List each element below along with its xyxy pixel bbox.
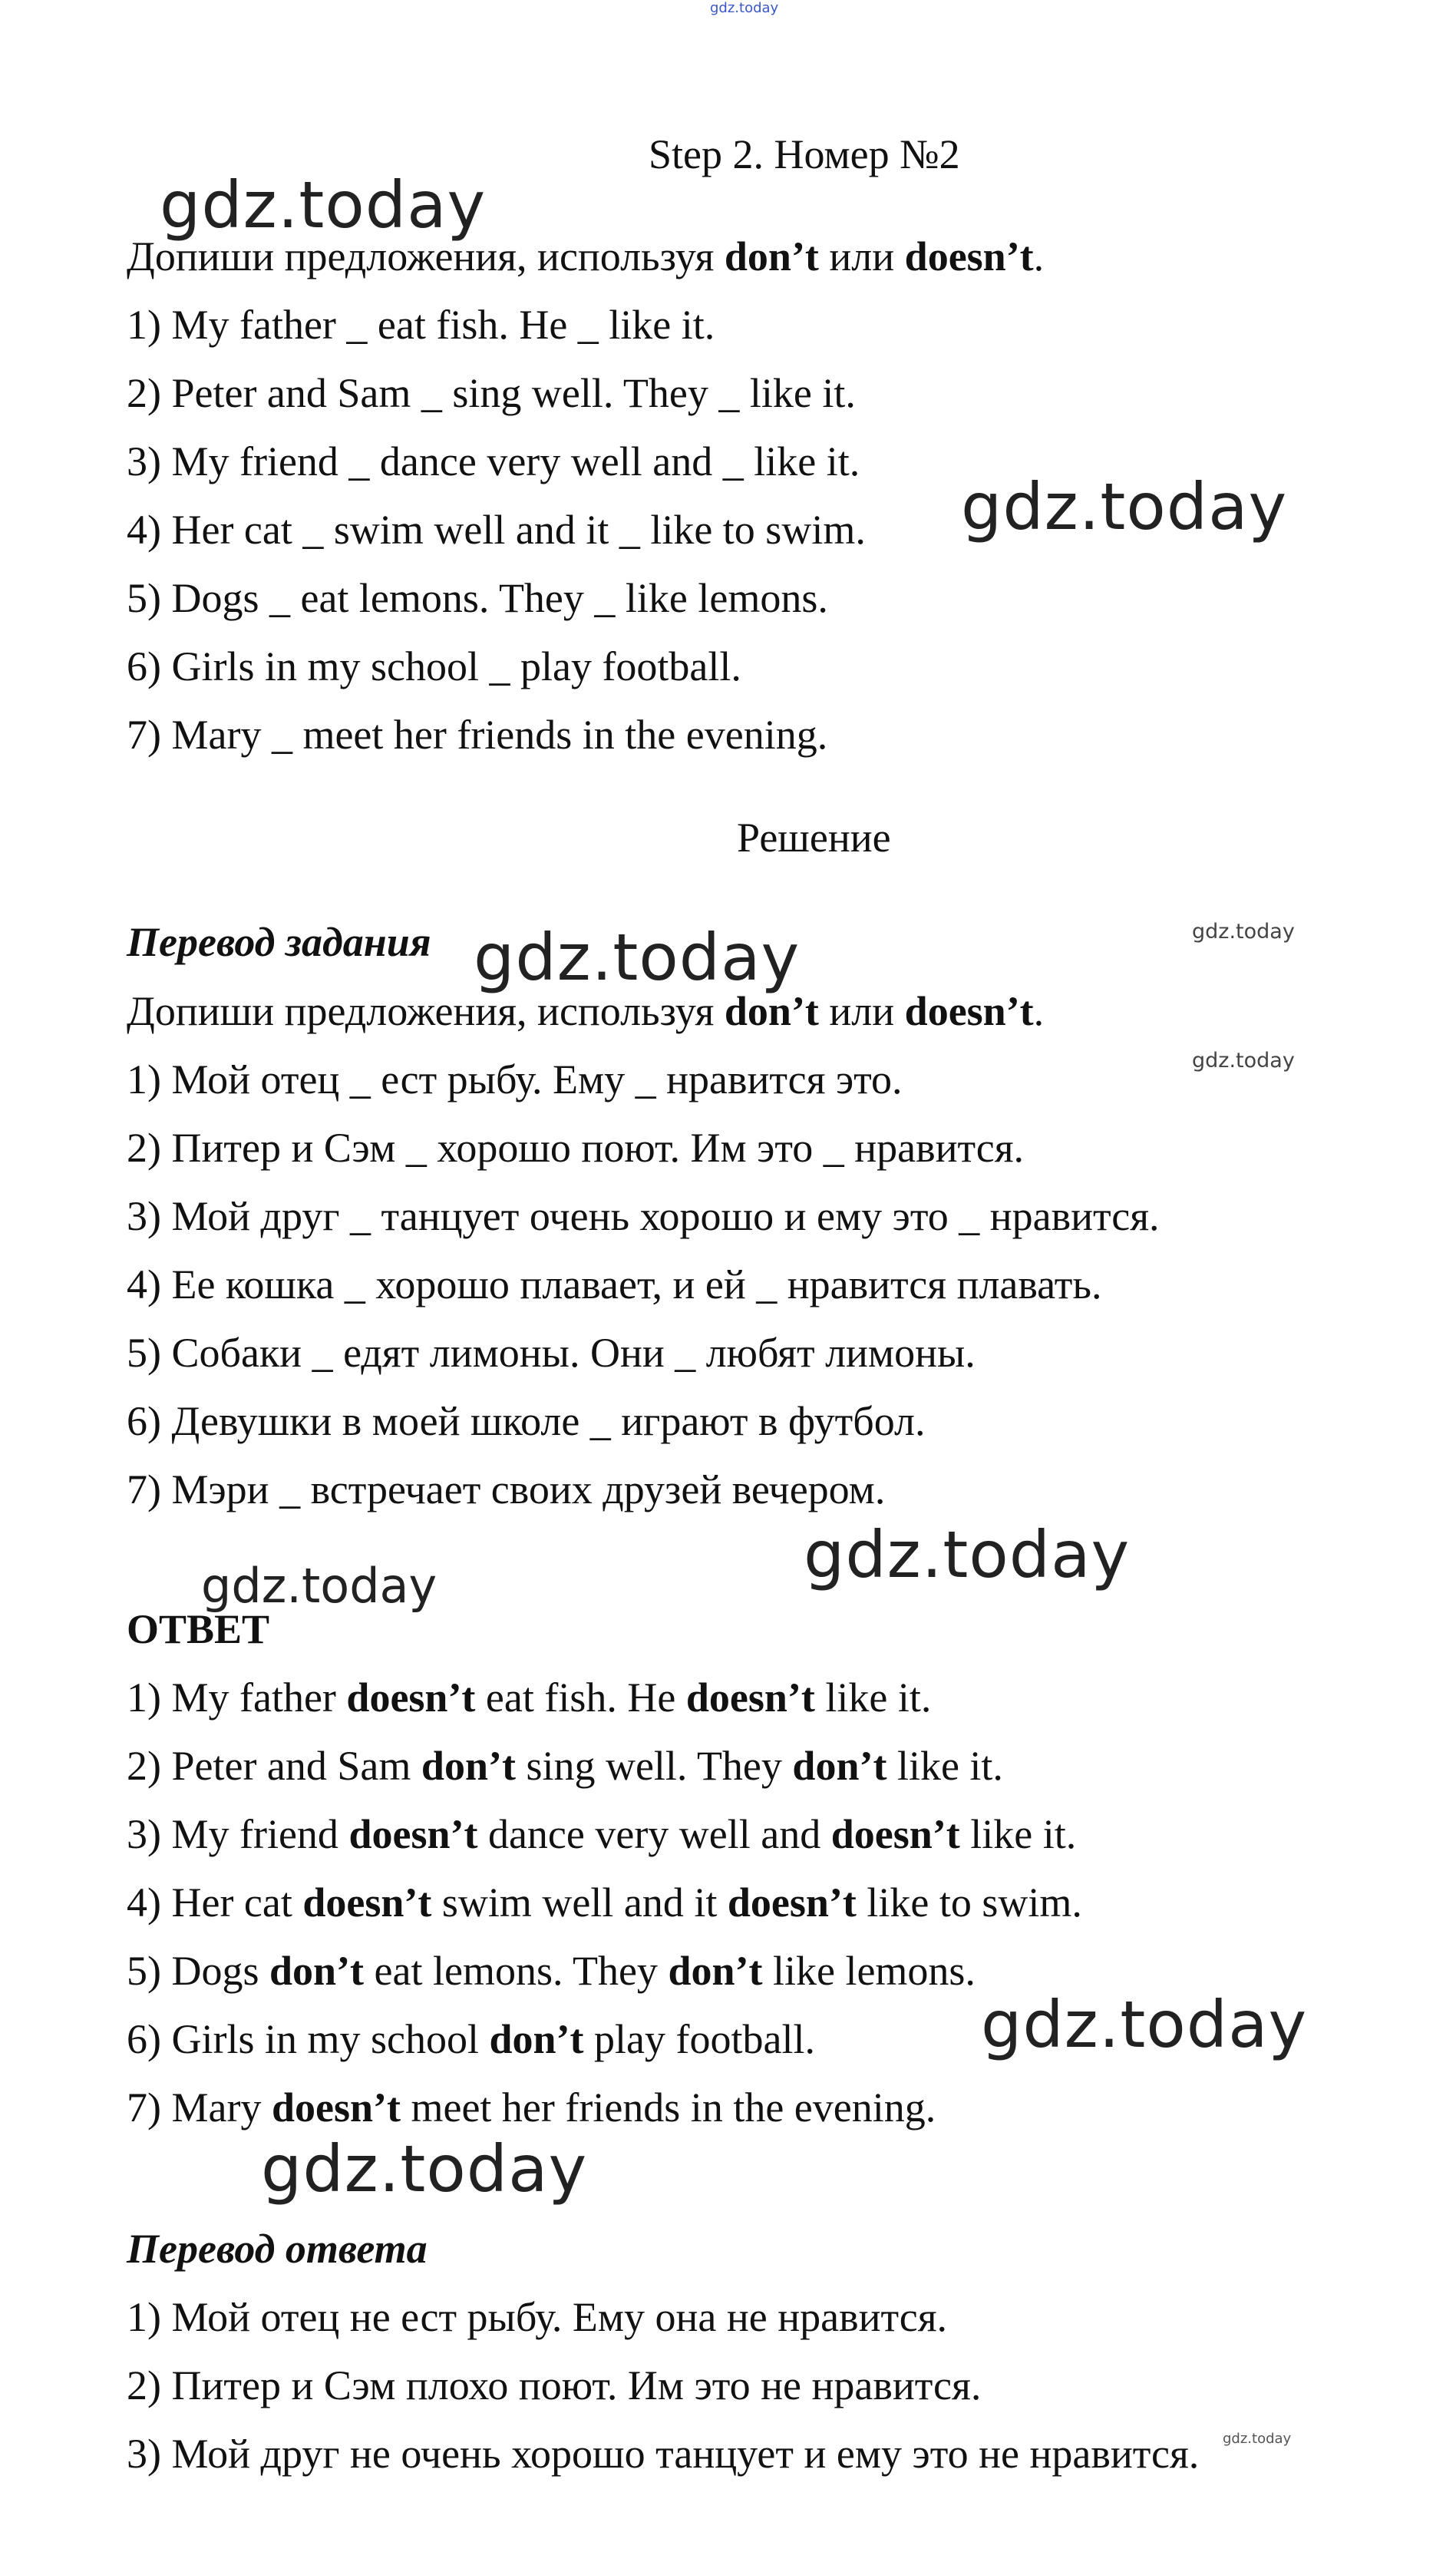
- answer-text: play football.: [583, 2016, 815, 2062]
- answer-word: doesn’t: [830, 1811, 960, 1857]
- answer-word: doesn’t: [348, 1811, 478, 1857]
- task-item: 5) Dogs _ eat lemons. They _ like lemons.: [127, 575, 828, 621]
- watermark: gdz.today: [1223, 2431, 1292, 2447]
- answer-heading: ОТВЕТ: [127, 1606, 270, 1652]
- answer-text: like to swim.: [856, 1879, 1082, 1926]
- answer-word: don’t: [421, 1743, 516, 1789]
- answer-text: 1) My father: [127, 1674, 347, 1721]
- answer-word: doesn’t: [302, 1879, 432, 1926]
- solution-heading: Решение: [737, 815, 891, 861]
- answer-text: 5) Dogs: [127, 1948, 269, 1994]
- answer-text: eat fish. He: [475, 1674, 686, 1721]
- task-item: 3) My friend _ dance very well and _ like it.: [127, 438, 860, 484]
- instruction-dont: don’t: [724, 233, 819, 279]
- answer-text: like lemons.: [762, 1948, 976, 1994]
- watermark-top: gdz.today: [710, 0, 779, 16]
- instruction-or: или: [818, 988, 905, 1034]
- answer-word: don’t: [668, 1948, 763, 1994]
- watermark: gdz.today: [981, 1987, 1308, 2062]
- answer-item: [127, 2017, 815, 2062]
- answer-text: eat lemons. They: [364, 1948, 669, 1994]
- answer-word: doesn’t: [727, 1879, 857, 1926]
- instruction-period: .: [1033, 233, 1045, 279]
- answer-item: [127, 2085, 936, 2131]
- instruction-text: Допиши предложения, используя: [127, 988, 725, 1034]
- translation-answer-item: 2) Питер и Сэм плохо поют. Им это не нравится.: [127, 2362, 982, 2408]
- answer-text: like it.: [959, 1811, 1077, 1857]
- watermark: gdz.today: [961, 469, 1288, 544]
- answer-word: don’t: [269, 1948, 365, 1994]
- translation-instruction: [127, 989, 1044, 1034]
- watermark: gdz.today: [1192, 1049, 1295, 1073]
- watermark: gdz.today: [261, 2131, 588, 2207]
- answer-item: [127, 1949, 976, 1994]
- task-item: 7) Mary _ meet her friends in the evening.: [127, 712, 828, 758]
- answer-word: doesn’t: [346, 1674, 476, 1721]
- translation-item: 4) Ее кошка _ хорошо плавает, и ей _ нравится плавать.: [127, 1261, 1102, 1307]
- watermark: gdz.today: [474, 920, 801, 995]
- instruction-doesnt: doesn’t: [904, 233, 1034, 279]
- instruction-or: или: [818, 233, 905, 279]
- answer-text: meet her friends in the evening.: [400, 2084, 936, 2131]
- watermark: gdz.today: [1192, 920, 1295, 944]
- answer-text: like it.: [814, 1674, 932, 1721]
- answer-word: doesn’t: [685, 1674, 815, 1721]
- translation-answer-item: 1) Мой отец не ест рыбу. Ему она не нравится.: [127, 2294, 948, 2340]
- answer-text: 3) My friend: [127, 1811, 349, 1857]
- translation-item: 1) Мой отец _ ест рыбу. Ему _ нравится это.: [127, 1056, 903, 1102]
- watermark: gdz.today: [160, 167, 487, 243]
- answer-word: doesn’t: [271, 2084, 401, 2131]
- instruction-dont: don’t: [724, 988, 819, 1034]
- answer-text: dance very well and: [477, 1811, 831, 1857]
- translation-item: 5) Собаки _ едят лимоны. Они _ любят лимоны.: [127, 1330, 976, 1376]
- answer-item: [127, 1812, 1076, 1857]
- translation-item: 3) Мой друг _ танцует очень хорошо и ему это _ нравится.: [127, 1193, 1160, 1239]
- instruction-text: Допиши предложения, используя: [127, 233, 725, 279]
- task-item: 6) Girls in my school _ play football.: [127, 643, 741, 689]
- instruction-doesnt: doesn’t: [904, 988, 1034, 1034]
- answer-item: [127, 1880, 1082, 1926]
- answer-text: 6) Girls in my school: [127, 2016, 490, 2062]
- answer-text: 2) Peter and Sam: [127, 1743, 421, 1789]
- task-item: 4) Her cat _ swim well and it _ like to swim.: [127, 507, 866, 553]
- answer-word: don’t: [489, 2016, 584, 2062]
- translation-answer-heading: Перевод ответа: [127, 2226, 428, 2272]
- translation-item: 2) Питер и Сэм _ хорошо поют. Им это _ нравится.: [127, 1125, 1025, 1171]
- answer-item: [127, 1675, 931, 1721]
- answer-text: swim well and it: [431, 1879, 728, 1926]
- answer-text: like it.: [886, 1743, 1003, 1789]
- answer-text: sing well. They: [515, 1743, 793, 1789]
- task-item: 2) Peter and Sam _ sing well. They _ like it.: [127, 370, 856, 416]
- translation-task-heading: Перевод задания: [127, 919, 431, 965]
- answer-item: [127, 1744, 1003, 1789]
- watermark: gdz.today: [201, 1558, 437, 1614]
- instruction-period: .: [1033, 988, 1045, 1034]
- answer-word: don’t: [792, 1743, 887, 1789]
- task-item: 1) My father _ eat fish. He _ like it.: [127, 302, 715, 348]
- translation-answer-item: 3) Мой друг не очень хорошо танцует и ему это не нравится.: [127, 2431, 1200, 2477]
- page-title: Step 2. Номер №2: [649, 131, 960, 177]
- answer-text: 4) Her cat: [127, 1879, 303, 1926]
- answer-text: 7) Mary: [127, 2084, 272, 2131]
- translation-item: 6) Девушки в моей школе _ играют в футбол.: [127, 1398, 926, 1444]
- translation-item: 7) Мэри _ встречает своих друзей вечером.: [127, 1466, 886, 1512]
- watermark: gdz.today: [804, 1517, 1131, 1592]
